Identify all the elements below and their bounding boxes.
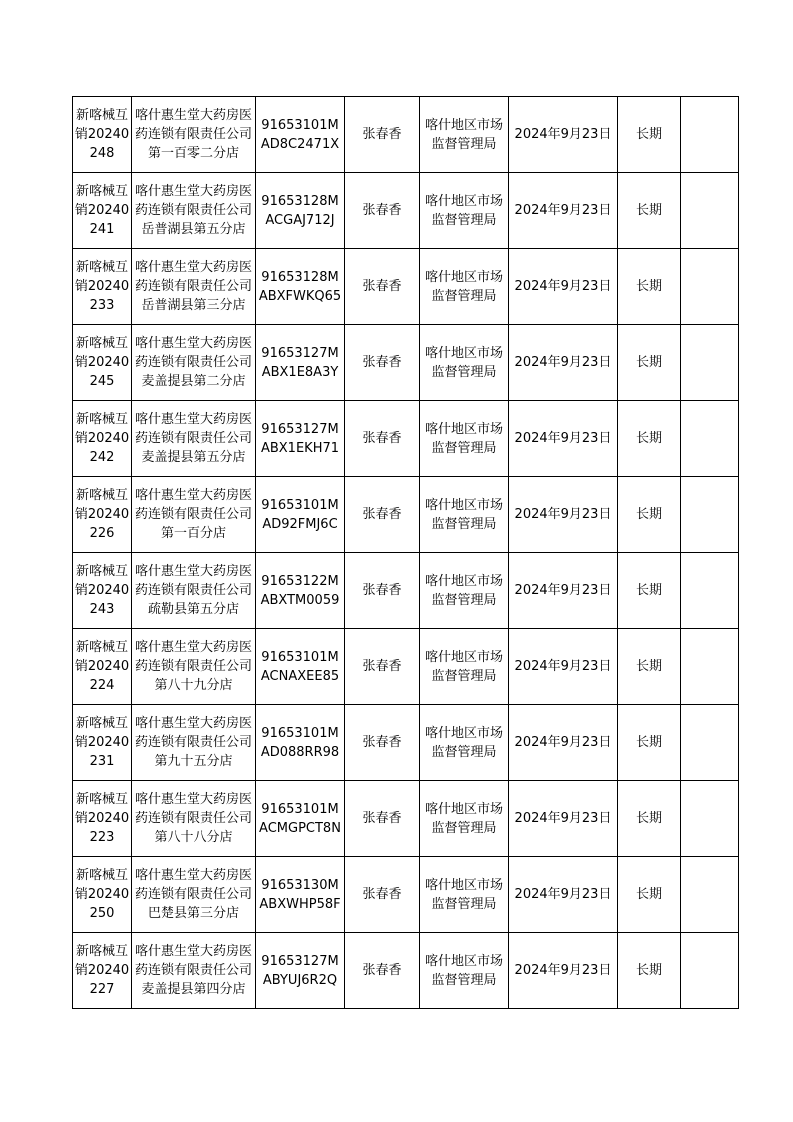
table-row bbox=[73, 249, 739, 325]
issue-date-cell: 2024年9月23日 bbox=[509, 173, 618, 249]
table-row bbox=[73, 173, 739, 249]
table-row bbox=[73, 857, 739, 933]
license-number-cell: 新喀械互销20240245 bbox=[73, 325, 132, 401]
issuing-authority-cell: 喀什地区市场监督管理局 bbox=[420, 97, 509, 173]
remarks-cell bbox=[681, 857, 739, 933]
issuing-authority-cell: 喀什地区市场监督管理局 bbox=[420, 857, 509, 933]
table-row bbox=[73, 97, 739, 173]
validity-cell: 长期 bbox=[618, 173, 681, 249]
company-name-cell: 喀什惠生堂大药房医药连锁有限责任公司第九十五分店 bbox=[132, 705, 256, 781]
issue-date-cell: 2024年9月23日 bbox=[509, 401, 618, 477]
legal-rep-cell: 张春香 bbox=[345, 97, 420, 173]
legal-rep-cell: 张春香 bbox=[345, 629, 420, 705]
credit-code-cell: 91653101MAD92FMJ6C bbox=[256, 477, 345, 553]
validity-cell: 长期 bbox=[618, 705, 681, 781]
issue-date-cell: 2024年9月23日 bbox=[509, 325, 618, 401]
credit-code-cell: 91653122MABXTM0059 bbox=[256, 553, 345, 629]
credit-code-cell: 91653127MABX1EKH71 bbox=[256, 401, 345, 477]
validity-cell: 长期 bbox=[618, 97, 681, 173]
issue-date-cell: 2024年9月23日 bbox=[509, 97, 618, 173]
legal-rep-cell: 张春香 bbox=[345, 553, 420, 629]
legal-rep-cell: 张春香 bbox=[345, 781, 420, 857]
company-name-cell: 喀什惠生堂大药房医药连锁有限责任公司第一百分店 bbox=[132, 477, 256, 553]
validity-cell: 长期 bbox=[618, 325, 681, 401]
license-table bbox=[72, 96, 739, 1009]
validity-cell: 长期 bbox=[618, 629, 681, 705]
company-name-cell: 喀什惠生堂大药房医药连锁有限责任公司第八十九分店 bbox=[132, 629, 256, 705]
license-number-cell: 新喀械互销20240233 bbox=[73, 249, 132, 325]
legal-rep-cell: 张春香 bbox=[345, 325, 420, 401]
remarks-cell bbox=[681, 97, 739, 173]
company-name-cell: 喀什惠生堂大药房医药连锁有限责任公司麦盖提县第五分店 bbox=[132, 401, 256, 477]
license-number-cell: 新喀械互销20240224 bbox=[73, 629, 132, 705]
remarks-cell bbox=[681, 173, 739, 249]
legal-rep-cell: 张春香 bbox=[345, 857, 420, 933]
issue-date-cell: 2024年9月23日 bbox=[509, 857, 618, 933]
company-name-cell: 喀什惠生堂大药房医药连锁有限责任公司巴楚县第三分店 bbox=[132, 857, 256, 933]
company-name-cell: 喀什惠生堂大药房医药连锁有限责任公司岳普湖县第三分店 bbox=[132, 249, 256, 325]
credit-code-cell: 91653101MACMGPCT8N bbox=[256, 781, 345, 857]
company-name-cell: 喀什惠生堂大药房医药连锁有限责任公司第八十八分店 bbox=[132, 781, 256, 857]
validity-cell: 长期 bbox=[618, 553, 681, 629]
remarks-cell bbox=[681, 781, 739, 857]
issuing-authority-cell: 喀什地区市场监督管理局 bbox=[420, 553, 509, 629]
legal-rep-cell: 张春香 bbox=[345, 173, 420, 249]
credit-code-cell: 91653130MABXWHP58F bbox=[256, 857, 345, 933]
issuing-authority-cell: 喀什地区市场监督管理局 bbox=[420, 629, 509, 705]
legal-rep-cell: 张春香 bbox=[345, 705, 420, 781]
validity-cell: 长期 bbox=[618, 477, 681, 553]
issuing-authority-cell: 喀什地区市场监督管理局 bbox=[420, 933, 509, 1009]
issue-date-cell: 2024年9月23日 bbox=[509, 249, 618, 325]
table-row bbox=[73, 781, 739, 857]
license-number-cell: 新喀械互销20240231 bbox=[73, 705, 132, 781]
validity-cell: 长期 bbox=[618, 857, 681, 933]
table-row bbox=[73, 553, 739, 629]
validity-cell: 长期 bbox=[618, 401, 681, 477]
issuing-authority-cell: 喀什地区市场监督管理局 bbox=[420, 173, 509, 249]
credit-code-cell: 91653127MABYUJ6R2Q bbox=[256, 933, 345, 1009]
legal-rep-cell: 张春香 bbox=[345, 477, 420, 553]
issuing-authority-cell: 喀什地区市场监督管理局 bbox=[420, 401, 509, 477]
license-number-cell: 新喀械互销20240242 bbox=[73, 401, 132, 477]
issue-date-cell: 2024年9月23日 bbox=[509, 705, 618, 781]
table-row bbox=[73, 933, 739, 1009]
issuing-authority-cell: 喀什地区市场监督管理局 bbox=[420, 477, 509, 553]
credit-code-cell: 91653101MAD8C2471X bbox=[256, 97, 345, 173]
remarks-cell bbox=[681, 933, 739, 1009]
credit-code-cell: 91653128MACGAJ712J bbox=[256, 173, 345, 249]
license-number-cell: 新喀械互销20240248 bbox=[73, 97, 132, 173]
table-row bbox=[73, 401, 739, 477]
validity-cell: 长期 bbox=[618, 933, 681, 1009]
company-name-cell: 喀什惠生堂大药房医药连锁有限责任公司疏勒县第五分店 bbox=[132, 553, 256, 629]
credit-code-cell: 91653127MABX1E8A3Y bbox=[256, 325, 345, 401]
remarks-cell bbox=[681, 477, 739, 553]
license-table-body bbox=[73, 97, 739, 1009]
validity-cell: 长期 bbox=[618, 781, 681, 857]
remarks-cell bbox=[681, 249, 739, 325]
issuing-authority-cell: 喀什地区市场监督管理局 bbox=[420, 325, 509, 401]
credit-code-cell: 91653101MAD088RR98 bbox=[256, 705, 345, 781]
remarks-cell bbox=[681, 629, 739, 705]
issuing-authority-cell: 喀什地区市场监督管理局 bbox=[420, 705, 509, 781]
table-row bbox=[73, 705, 739, 781]
legal-rep-cell: 张春香 bbox=[345, 933, 420, 1009]
issue-date-cell: 2024年9月23日 bbox=[509, 553, 618, 629]
legal-rep-cell: 张春香 bbox=[345, 401, 420, 477]
company-name-cell: 喀什惠生堂大药房医药连锁有限责任公司麦盖提县第四分店 bbox=[132, 933, 256, 1009]
company-name-cell: 喀什惠生堂大药房医药连锁有限责任公司第一百零二分店 bbox=[132, 97, 256, 173]
remarks-cell bbox=[681, 325, 739, 401]
remarks-cell bbox=[681, 553, 739, 629]
company-name-cell: 喀什惠生堂大药房医药连锁有限责任公司麦盖提县第二分店 bbox=[132, 325, 256, 401]
license-number-cell: 新喀械互销20240226 bbox=[73, 477, 132, 553]
issue-date-cell: 2024年9月23日 bbox=[509, 781, 618, 857]
table-row bbox=[73, 629, 739, 705]
company-name-cell: 喀什惠生堂大药房医药连锁有限责任公司岳普湖县第五分店 bbox=[132, 173, 256, 249]
issue-date-cell: 2024年9月23日 bbox=[509, 629, 618, 705]
table-row bbox=[73, 325, 739, 401]
remarks-cell bbox=[681, 401, 739, 477]
credit-code-cell: 91653128MABXFWKQ65 bbox=[256, 249, 345, 325]
remarks-cell bbox=[681, 705, 739, 781]
credit-code-cell: 91653101MACNAXEE85 bbox=[256, 629, 345, 705]
license-number-cell: 新喀械互销20240223 bbox=[73, 781, 132, 857]
license-number-cell: 新喀械互销20240241 bbox=[73, 173, 132, 249]
issuing-authority-cell: 喀什地区市场监督管理局 bbox=[420, 781, 509, 857]
table-row bbox=[73, 477, 739, 553]
issue-date-cell: 2024年9月23日 bbox=[509, 477, 618, 553]
license-number-cell: 新喀械互销20240250 bbox=[73, 857, 132, 933]
license-number-cell: 新喀械互销20240227 bbox=[73, 933, 132, 1009]
issuing-authority-cell: 喀什地区市场监督管理局 bbox=[420, 249, 509, 325]
validity-cell: 长期 bbox=[618, 249, 681, 325]
issue-date-cell: 2024年9月23日 bbox=[509, 933, 618, 1009]
legal-rep-cell: 张春香 bbox=[345, 249, 420, 325]
license-number-cell: 新喀械互销20240243 bbox=[73, 553, 132, 629]
